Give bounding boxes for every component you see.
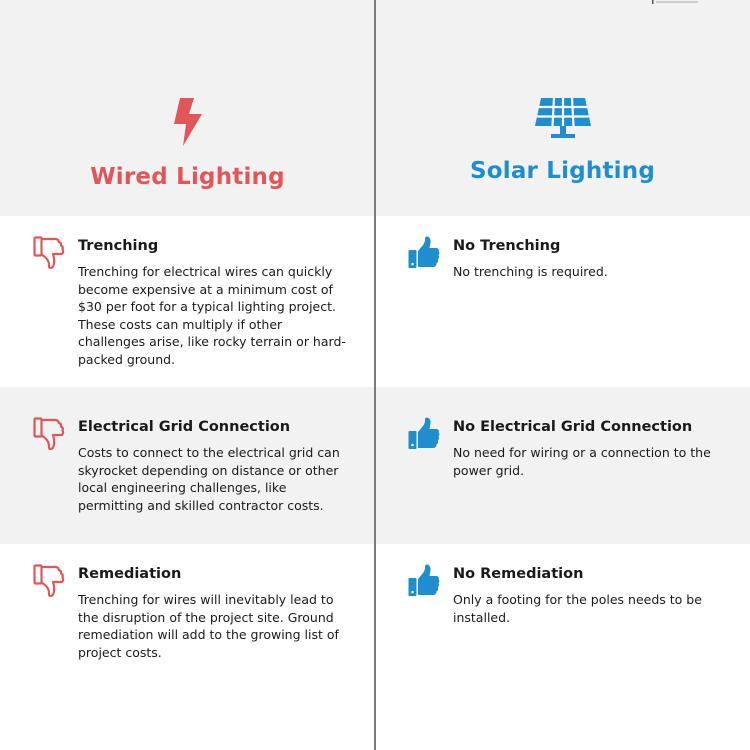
cropped-logo-fragment <box>652 0 698 4</box>
item-description: No trenching is required. <box>453 264 608 279</box>
item-heading: No Trenching <box>453 238 561 254</box>
item-heading: No Remediation <box>453 566 584 582</box>
item-description: Only a footing for the poles needs to be installed. <box>453 592 702 625</box>
item-description: Trenching for wires will inevitably lead to the disruption of the project site. Ground remediation will add to the growing list of project costs. <box>78 592 339 660</box>
item-description: Costs to connect to the electrical grid can skyrocket depending on distance or other local engineering challenges, like permitting and skilled contractor costs. <box>78 445 340 513</box>
item-heading: Remediation <box>78 566 182 582</box>
thumbs-up-icon <box>408 417 440 451</box>
wired-column-header <box>0 98 375 190</box>
thumbs-up-icon <box>408 564 440 598</box>
thumbs-down-icon <box>33 236 65 270</box>
wired-title: Wired Lighting <box>90 164 285 190</box>
thumbs-down-icon <box>33 417 65 451</box>
solar-title: Solar Lighting <box>469 158 655 184</box>
thumbs-up-icon <box>408 236 440 270</box>
lightning-bolt-icon <box>171 98 205 146</box>
item-heading: Electrical Grid Connection <box>78 419 291 435</box>
thumbs-down-icon <box>33 564 65 598</box>
item-heading: No Electrical Grid Connection <box>453 419 693 435</box>
solar-column-header <box>375 98 750 184</box>
item-heading: Trenching <box>78 238 159 254</box>
solar-panel-icon <box>533 98 593 140</box>
item-description: No need for wiring or a connection to the power grid. <box>453 445 711 478</box>
item-description: Trenching for electrical wires can quickly become expensive at a minimum cost of $30 per foot for a typical lighting project. These costs can multiply if other challenges arise, like rocky terrain or hard-packed ground. <box>78 264 346 367</box>
